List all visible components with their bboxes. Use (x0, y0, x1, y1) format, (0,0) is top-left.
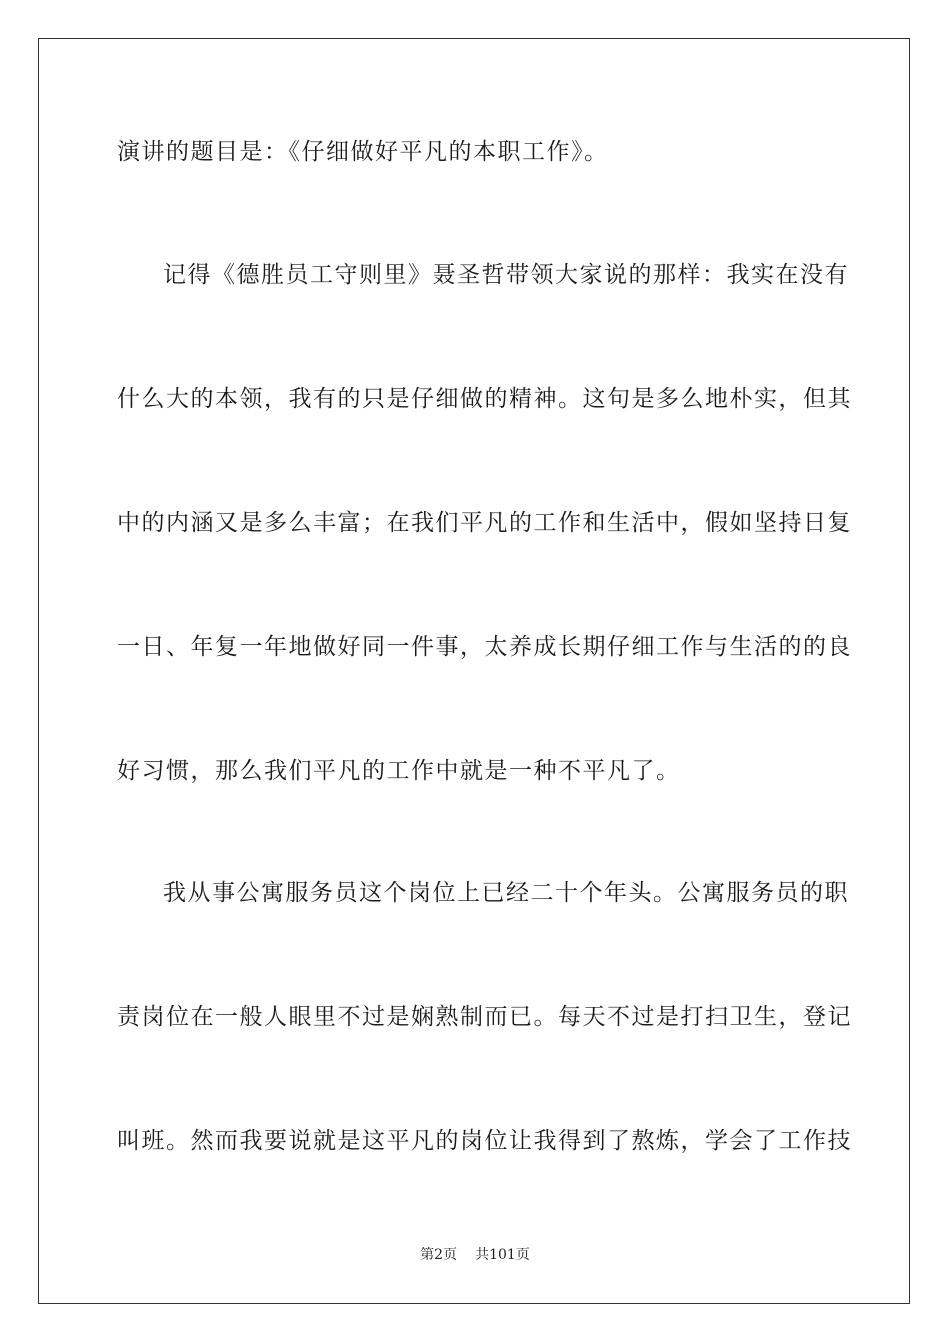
page-number: 第2页 (420, 1247, 458, 1263)
text-line-5: 一日、年复一年地做好同一件事，太养成长期仔细工作与生活的的良 (117, 634, 852, 660)
text-line-6: 好习惯，那么我们平凡的工作中就是一种不平凡了。 (117, 758, 681, 784)
page-total: 共101页 (475, 1247, 530, 1263)
text-line-9: 叫班。然而我要说就是这平凡的岗位让我得到了熬炼，学会了工作技 (117, 1128, 852, 1154)
text-line-2: 记得《德胜员工守则里》聂圣哲带领大家说的那样：我实在没有 (163, 262, 849, 288)
text-line-1: 演讲的题目是：《仔细做好平凡的本职工作》。 (117, 139, 609, 165)
page-footer (0, 1246, 950, 1264)
text-line-8: 责岗位在一般人眼里不过是娴熟制而已。每天不过是打扫卫生，登记 (117, 1004, 852, 1030)
text-line-3: 什么大的本领，我有的只是仔细做的精神。这句是多么地朴实，但其 (117, 386, 852, 412)
text-line-7: 我从事公寓服务员这个岗位上已经二十个年头。公寓服务员的职 (163, 880, 849, 906)
page-border (38, 38, 910, 1304)
text-line-4: 中的内涵又是多么丰富；在我们平凡的工作和生活中，假如坚持日复 (117, 510, 852, 536)
